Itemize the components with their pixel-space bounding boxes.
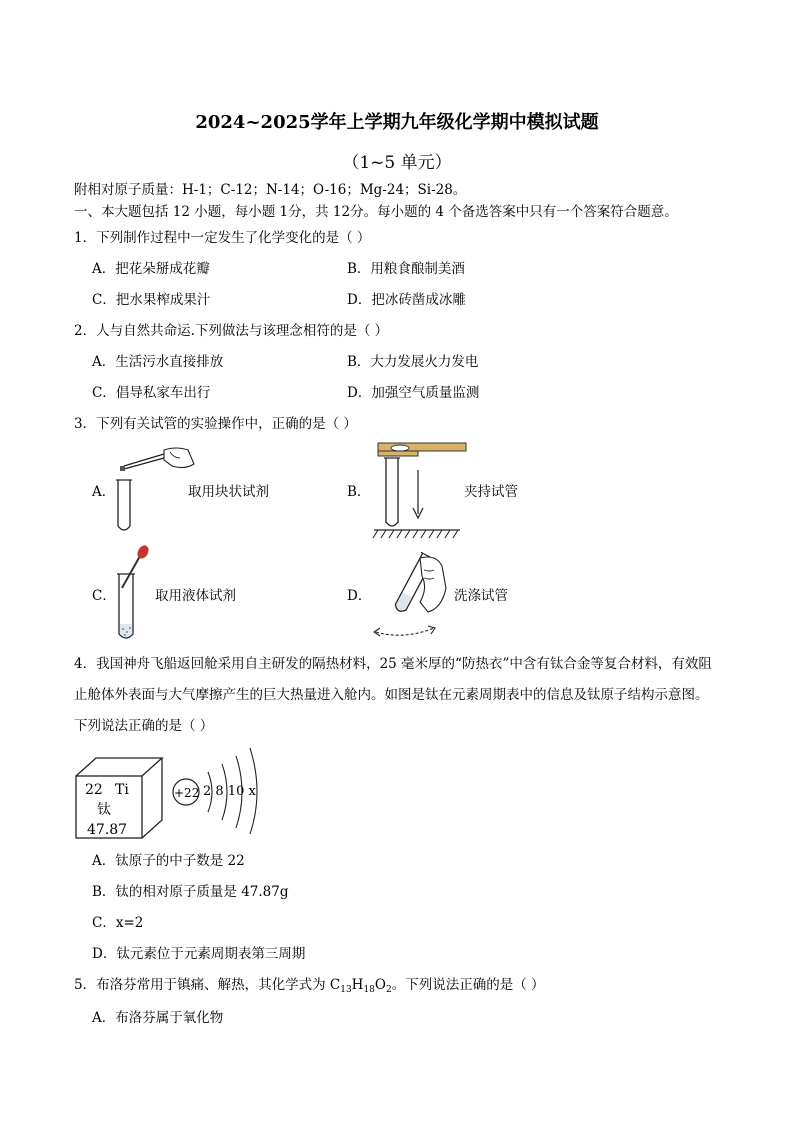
atom-shell-electrons: 2 8 10 x — [203, 784, 256, 799]
q2-stem: 2．人与自然共命运.下列做法与该理念相符的是（ ） — [74, 323, 389, 339]
q2-option-a: A．生活污水直接排放 — [92, 354, 224, 370]
q4-stem-line3: 下列说法正确的是（ ） — [74, 718, 214, 734]
q3-c-letter: C． — [92, 588, 116, 604]
q5-formula-c-count: 13 — [340, 985, 352, 995]
element-name: 钛 — [97, 802, 111, 818]
q3-a-letter: A． — [92, 484, 116, 500]
q3-d-letter: D． — [347, 588, 372, 604]
q3-stem: 3．下列有关试管的实验操作中，正确的是（ ） — [74, 416, 357, 432]
q2-option-c: C．倡导私家车出行 — [92, 385, 211, 401]
q5-formula-h: H — [351, 977, 364, 993]
q1-option-b: B．用粮食酿制美酒 — [347, 261, 465, 277]
atom-nucleus-charge: +22 — [174, 786, 200, 800]
q3-b-caption: 夹持试管 — [464, 484, 518, 500]
q3-b-letter: B． — [347, 484, 371, 500]
q2-option-b: B．大力发展火力发电 — [347, 354, 479, 370]
q2-option-d: D．加强空气质量监测 — [347, 385, 480, 401]
dropper-tube-illustration — [110, 544, 160, 644]
q1-option-a: A．把花朵掰成花瓣 — [92, 261, 210, 277]
element-atomic-mass: 47.87 — [87, 822, 128, 838]
q3-a-caption: 取用块状试剂 — [188, 484, 269, 500]
q5-formula-h-count: 18 — [363, 985, 375, 995]
page-subtitle: （1~5 单元） — [342, 153, 452, 173]
q5-formula-o: O — [374, 977, 386, 993]
tube-tweezers-illustration — [110, 444, 200, 536]
q4-option-b: B．钛的相对原子质量是 47.87g — [92, 884, 289, 900]
q1-option-d: D．把冰砖凿成冰雕 — [347, 292, 466, 308]
atomic-mass-note: 附相对原子质量：H-1；C-12；N-14；O-16；Mg-24；Si-28。 — [74, 182, 467, 198]
q5-stem-start: 5．布洛芬常用于镇痛、解热，其化学式为 C — [74, 977, 341, 993]
q3-d-caption: 洗涤试管 — [454, 588, 508, 604]
q1-stem: 1．下列制作过程中一定发生了化学变化的是（ ） — [74, 230, 371, 246]
element-symbol: Ti — [115, 782, 129, 798]
q4-option-a: A．钛原子的中子数是 22 — [92, 853, 245, 869]
q4-option-d: D．钛元素位于元素周期表第三周期 — [92, 946, 306, 962]
element-atomic-number: 22 — [85, 782, 103, 798]
section-instructions: 一、本大题包括 12 小题，每小题 1分，共 12分。每小题的 4 个备选答案中只有一个答案符合题意。 — [74, 204, 678, 220]
tube-holder-illustration — [368, 438, 468, 540]
q1-option-c: C．把水果榨成果汁 — [92, 292, 211, 308]
page-title: 2024~2025学年上学期九年级化学期中模拟试题 — [195, 112, 599, 133]
q5-stem-end: 。下列说法正确的是（ ） — [391, 977, 545, 993]
q5-stem — [74, 977, 545, 998]
q4-option-c: C．x=2 — [92, 915, 144, 931]
q5-formula-o-count: 2 — [385, 985, 392, 995]
q4-stem-line1: 4．我国神舟飞船返回舱采用自主研发的隔热材料，25 毫米厚的“防热衣”中含有钛合金等复合材料，有效阻 — [74, 656, 712, 672]
q5-option-a: A．布洛芬属于氧化物 — [92, 1010, 224, 1026]
q4-stem-line2: 止舱体外表面与大气摩擦产生的巨大热量进入舱内。如图是钛在元素周期表中的信息及钛原子结构示意图。 — [74, 687, 709, 703]
tube-washing-illustration — [368, 548, 458, 640]
q3-c-caption: 取用液体试剂 — [155, 588, 236, 604]
